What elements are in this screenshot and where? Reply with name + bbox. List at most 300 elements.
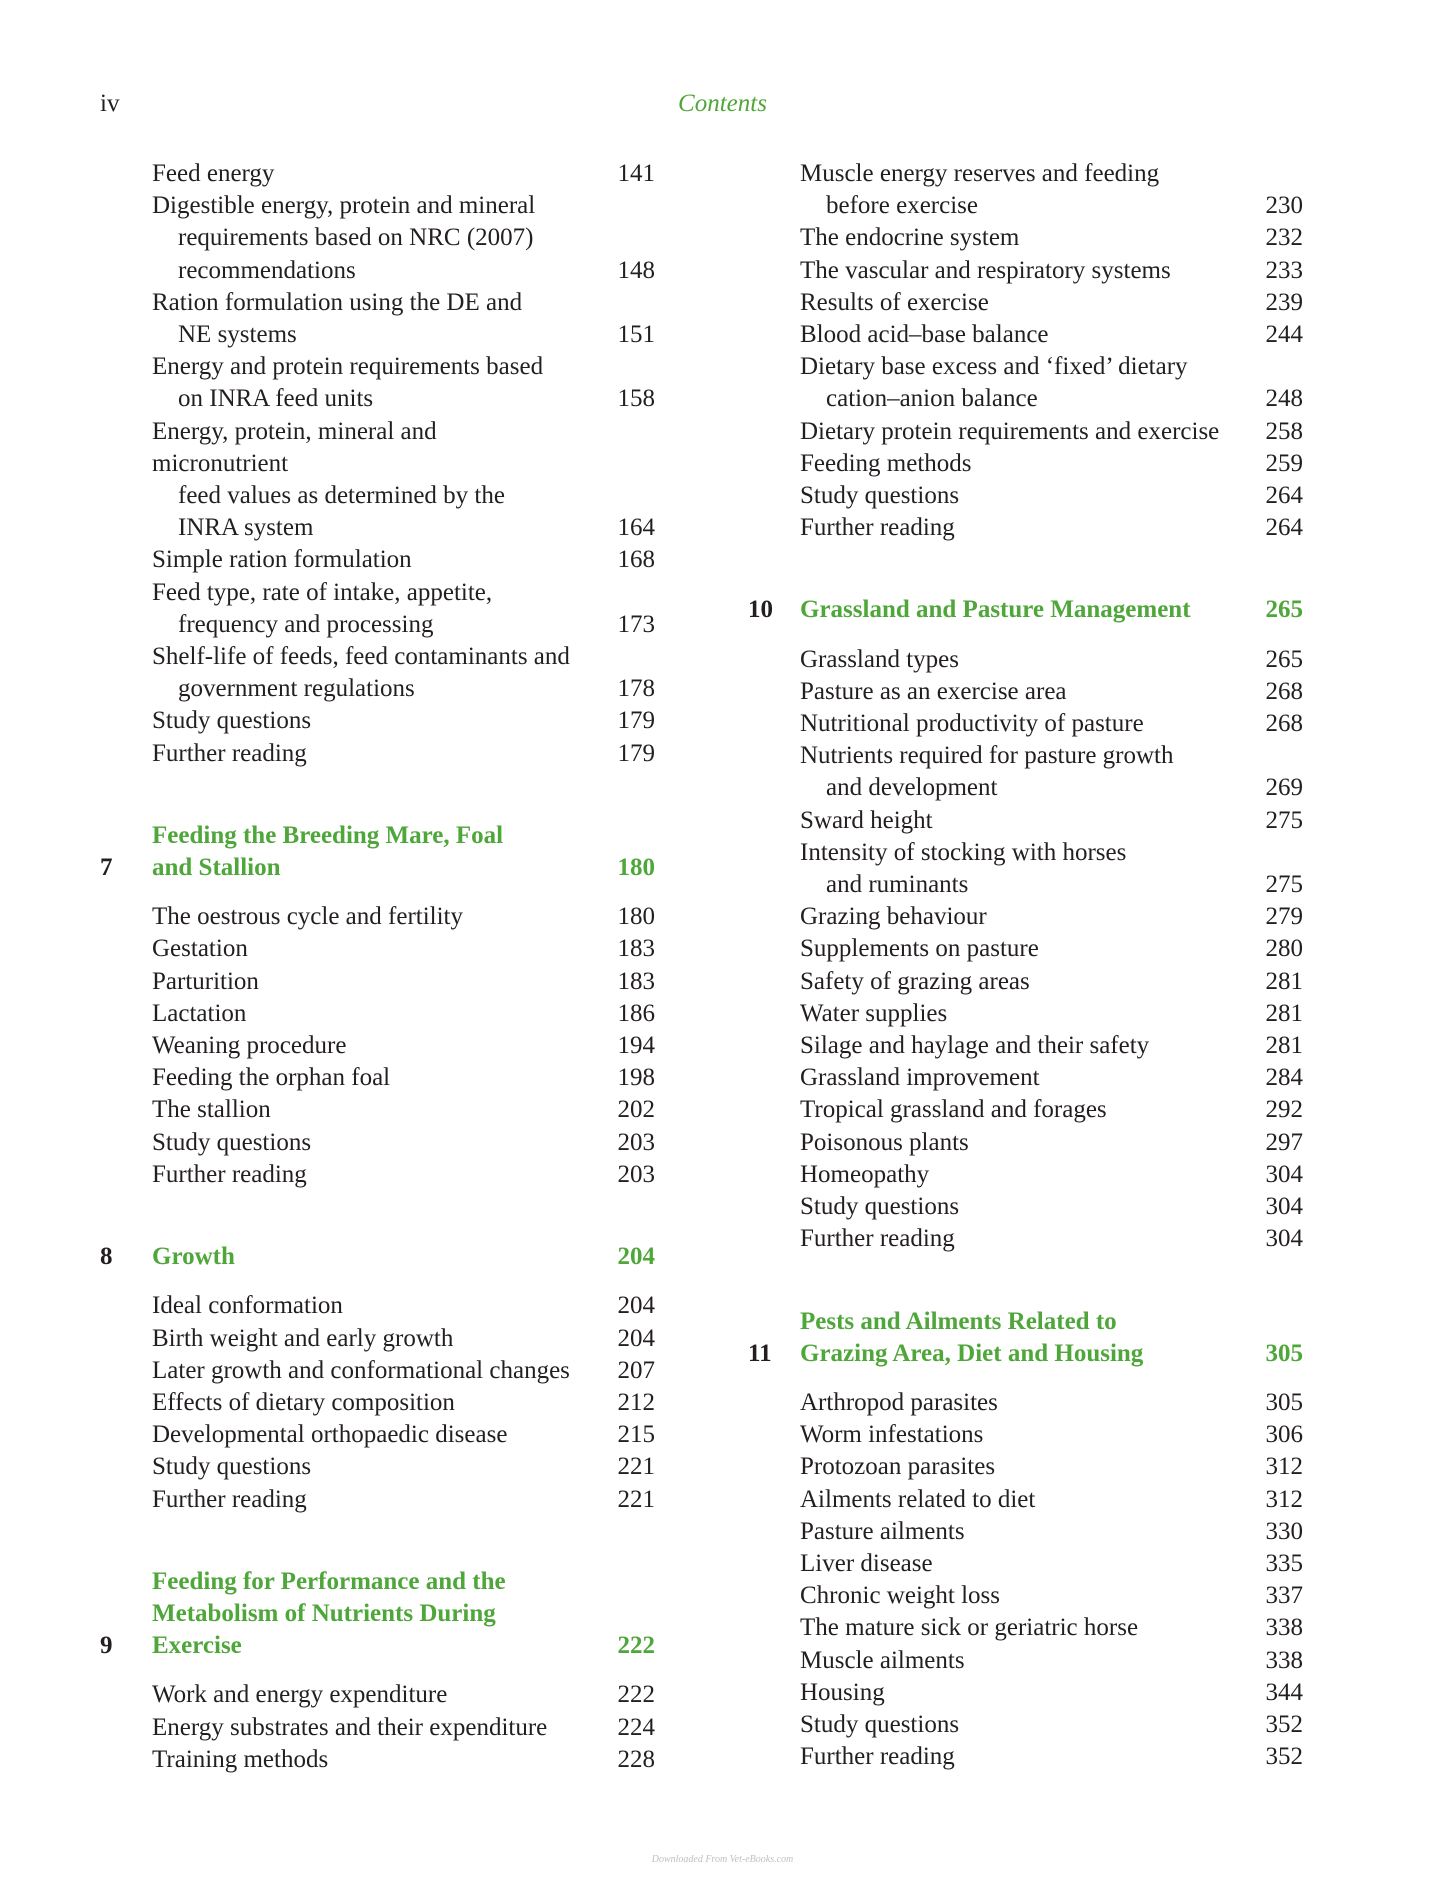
- entry-title: [748, 1677, 1223, 1709]
- toc-entry[interactable]: [100, 933, 655, 965]
- entry-title-line: Digestible energy, protein and mineral: [152, 192, 536, 220]
- toc-entry[interactable]: [100, 901, 655, 933]
- chapter-gap: [748, 1370, 1303, 1387]
- entry-title: [100, 705, 575, 737]
- toc-entry[interactable]: [748, 901, 1303, 933]
- section-gap: [748, 1256, 1303, 1306]
- entry-page: 198: [617, 1064, 655, 1092]
- entry-title-line: Nutrients required for pasture growth: [800, 742, 1174, 770]
- chapter-gap: [748, 627, 1303, 644]
- chapter-heading[interactable]: [100, 1241, 655, 1273]
- entry-page: 297: [1265, 1128, 1303, 1156]
- toc-entry[interactable]: [748, 1062, 1303, 1094]
- entry-title-line: recommendations: [178, 256, 356, 284]
- toc-entry[interactable]: [748, 676, 1303, 708]
- entry-title: [100, 738, 575, 770]
- toc-entry[interactable]: [100, 641, 655, 705]
- entry-title-line: Further reading: [152, 1160, 307, 1188]
- entry-title: [100, 1323, 575, 1355]
- entry-title-line: feed values as determined by the: [178, 482, 505, 510]
- entry-page: 194: [617, 1032, 655, 1060]
- entry-page: 264: [1265, 514, 1303, 542]
- entry-page: 232: [1265, 224, 1303, 252]
- entry-title-line: Sward height: [800, 806, 933, 834]
- entry-page: 215: [617, 1421, 655, 1449]
- entry-title-line: Housing: [800, 1678, 885, 1706]
- entry-title-line: and ruminants: [826, 871, 969, 899]
- entry-title: [100, 1290, 575, 1322]
- toc-entry[interactable]: [100, 738, 655, 770]
- toc-entry[interactable]: [748, 1612, 1303, 1644]
- toc-entry[interactable]: [748, 1127, 1303, 1159]
- entry-title-line: Feeding methods: [800, 449, 972, 477]
- entry-page: 221: [617, 1453, 655, 1481]
- toc-entry[interactable]: [748, 1741, 1303, 1773]
- entry-page: 183: [617, 935, 655, 963]
- entry-title-line: Lactation: [152, 999, 247, 1027]
- toc-entry[interactable]: [100, 1094, 655, 1126]
- entry-title: [748, 1159, 1223, 1191]
- toc-entry[interactable]: [748, 644, 1303, 676]
- entry-page: 186: [617, 999, 655, 1027]
- section-gap: [100, 770, 655, 820]
- toc-entry[interactable]: [748, 1645, 1303, 1677]
- entry-page: 268: [1265, 710, 1303, 738]
- footer-watermark: Downloaded From Vet-eBooks.com: [651, 1854, 794, 1865]
- entry-title-line: The stallion: [152, 1096, 271, 1124]
- entry-page: 202: [617, 1096, 655, 1124]
- entry-page: 292: [1265, 1096, 1303, 1124]
- toc-entry[interactable]: [748, 448, 1303, 480]
- entry-title: [100, 1744, 575, 1776]
- chapter-heading[interactable]: [748, 1306, 1303, 1370]
- toc-entry[interactable]: [100, 158, 655, 190]
- entry-title: [748, 1548, 1223, 1580]
- toc-entry[interactable]: [748, 1030, 1303, 1062]
- toc-entry[interactable]: [100, 1323, 655, 1355]
- chapter-title: [152, 820, 575, 884]
- entry-page: 204: [617, 1292, 655, 1320]
- section-gap: [100, 1191, 655, 1241]
- entry-page: 305: [1265, 1388, 1303, 1416]
- entry-title: [748, 933, 1223, 965]
- entry-title: [100, 1712, 575, 1744]
- entry-title-line: Further reading: [152, 739, 307, 767]
- entry-title: [100, 1387, 575, 1419]
- entry-page: 281: [1265, 1032, 1303, 1060]
- toc-entry[interactable]: [100, 1290, 655, 1322]
- entry-page: 180: [617, 903, 655, 931]
- toc-entry[interactable]: [748, 1709, 1303, 1741]
- entry-page: 281: [1265, 967, 1303, 995]
- entry-title-line: Gestation: [152, 935, 248, 963]
- chapter-heading[interactable]: [100, 1566, 655, 1663]
- toc-entry[interactable]: [100, 416, 655, 545]
- entry-page: 337: [1265, 1582, 1303, 1610]
- entry-title-line: Tropical grassland and forages: [800, 1096, 1107, 1124]
- entry-page: 151: [617, 321, 655, 349]
- entry-title-line: Further reading: [152, 1485, 307, 1513]
- entry-title: [100, 577, 575, 641]
- toc-entry[interactable]: [100, 1419, 655, 1451]
- entry-page: 222: [617, 1681, 655, 1709]
- toc-entry[interactable]: [100, 351, 655, 415]
- entry-title: [748, 1223, 1223, 1255]
- toc-entry[interactable]: [748, 351, 1303, 415]
- entry-title: [748, 480, 1223, 512]
- entry-title-line: Study questions: [152, 1128, 312, 1156]
- toc-entry[interactable]: [748, 805, 1303, 837]
- toc-entry[interactable]: [100, 705, 655, 737]
- toc-entry[interactable]: [748, 740, 1303, 804]
- chapter-heading[interactable]: [748, 594, 1303, 626]
- entry-title-line: Further reading: [800, 1225, 955, 1253]
- entry-page: 233: [1265, 256, 1303, 284]
- entry-title: [748, 1741, 1223, 1773]
- toc-entry[interactable]: [748, 1419, 1303, 1451]
- entry-page: 269: [1265, 774, 1303, 802]
- entry-page: 221: [617, 1485, 655, 1513]
- entry-title-line: Silage and haylage and their safety: [800, 1032, 1150, 1060]
- entry-title-line: Poisonous plants: [800, 1128, 969, 1156]
- entry-title: [100, 190, 575, 287]
- entry-page: 312: [1265, 1453, 1303, 1481]
- toc-entry[interactable]: [100, 1062, 655, 1094]
- entry-title-line: and development: [826, 774, 998, 802]
- entry-page: 239: [1265, 288, 1303, 316]
- entry-title-line: Muscle ailments: [800, 1646, 965, 1674]
- entry-page: 338: [1265, 1614, 1303, 1642]
- entry-title: [748, 1387, 1223, 1419]
- entry-title: [100, 1679, 575, 1711]
- entry-title-line: cation–anion balance: [826, 385, 1038, 413]
- entry-title-line: Ideal conformation: [152, 1292, 343, 1320]
- toc-entry[interactable]: [100, 1387, 655, 1419]
- entry-title: [748, 740, 1223, 804]
- entry-title: [100, 998, 575, 1030]
- toc-entry[interactable]: [748, 158, 1303, 222]
- toc-entry[interactable]: [100, 1712, 655, 1744]
- entry-page: 259: [1265, 449, 1303, 477]
- entry-page: 338: [1265, 1646, 1303, 1674]
- entry-page: 204: [617, 1324, 655, 1352]
- entry-title-line: Feeding the orphan foal: [152, 1064, 391, 1092]
- entry-page: 352: [1265, 1743, 1303, 1771]
- entry-page: 344: [1265, 1678, 1303, 1706]
- entry-title-line: Supplements on pasture: [800, 935, 1039, 963]
- chapter-page: 305: [1265, 1339, 1303, 1367]
- toc-entry[interactable]: [748, 255, 1303, 287]
- chapter-title-line: and Stallion: [152, 854, 281, 882]
- toc-entry[interactable]: [100, 1451, 655, 1483]
- toc-entry[interactable]: [100, 1127, 655, 1159]
- chapter-title-line: Growth: [152, 1243, 235, 1271]
- chapter-title: [152, 1241, 575, 1273]
- entry-page: 224: [617, 1713, 655, 1741]
- entry-title-line: Safety of grazing areas: [800, 967, 1030, 995]
- entry-title-line: Ailments related to diet: [800, 1485, 1036, 1513]
- entry-title-line: Energy substrates and their expenditure: [152, 1713, 548, 1741]
- entry-page: 178: [617, 675, 655, 703]
- entry-title-line: Dietary protein requirements and exercise: [800, 417, 1220, 445]
- chapter-title-line: Metabolism of Nutrients During Exercise: [152, 1599, 496, 1660]
- entry-title: [748, 1451, 1223, 1483]
- entry-title-line: Weaning procedure: [152, 1032, 347, 1060]
- toc-left-column: [100, 158, 655, 1776]
- entry-title: [100, 1484, 575, 1516]
- entry-title-line: Muscle energy reserves and feeding: [800, 160, 1160, 187]
- entry-page: 275: [1265, 871, 1303, 899]
- entry-title: [100, 1159, 575, 1191]
- chapter-page: 222: [617, 1632, 655, 1660]
- entry-title-line: Study questions: [800, 1710, 960, 1738]
- toc-entry[interactable]: [748, 1580, 1303, 1612]
- entry-title: [748, 805, 1223, 837]
- entry-page: 212: [617, 1388, 655, 1416]
- toc-entry[interactable]: [748, 966, 1303, 998]
- toc-entry[interactable]: [748, 287, 1303, 319]
- chapter-title-line: Grazing Area, Diet and Housing: [800, 1339, 1144, 1367]
- entry-page: 203: [617, 1160, 655, 1188]
- entry-title-line: Grassland improvement: [800, 1064, 1040, 1092]
- toc-entry[interactable]: [748, 1451, 1303, 1483]
- toc-entry[interactable]: [100, 1159, 655, 1191]
- entry-title: [748, 901, 1223, 933]
- entry-title-line: Arthropod parasites: [800, 1388, 998, 1416]
- entry-title: [748, 1030, 1223, 1062]
- toc-entry[interactable]: [748, 1191, 1303, 1223]
- entry-title: [748, 1419, 1223, 1451]
- chapter-number: 11: [748, 1339, 772, 1367]
- entry-title: [748, 351, 1223, 415]
- entry-title-line: The vascular and respiratory systems: [800, 256, 1171, 284]
- entry-title-line: NE systems: [178, 321, 297, 349]
- entry-title: [748, 1191, 1223, 1223]
- entry-title-line: Simple ration formulation: [152, 546, 412, 574]
- entry-title: [748, 1484, 1223, 1516]
- toc-entry[interactable]: [100, 577, 655, 641]
- entry-page: 228: [617, 1745, 655, 1773]
- section-gap: [748, 544, 1303, 594]
- entry-page: 183: [617, 967, 655, 995]
- entry-title-line: Results of exercise: [800, 288, 989, 316]
- entry-title: [100, 287, 575, 351]
- toc-entry[interactable]: [748, 1159, 1303, 1191]
- entry-title-line: Intensity of stocking with horses: [800, 838, 1127, 866]
- entry-title-line: Water supplies: [800, 999, 948, 1027]
- toc-entry[interactable]: [748, 416, 1303, 448]
- entry-title-line: The mature sick or geriatric horse: [800, 1614, 1139, 1642]
- toc-entry[interactable]: [748, 1223, 1303, 1255]
- entry-title-line: Shelf-life of feeds, feed contaminants and: [152, 643, 570, 671]
- entry-title-line: on INRA feed units: [178, 385, 374, 413]
- entry-title-line: The endocrine system: [800, 224, 1020, 252]
- entry-title: [100, 933, 575, 965]
- entry-title-line: Study questions: [800, 482, 960, 510]
- entry-page: 207: [617, 1356, 655, 1384]
- entry-title: [748, 416, 1223, 448]
- toc-entry[interactable]: [748, 512, 1303, 544]
- chapter-heading[interactable]: [100, 820, 655, 884]
- entry-title: [100, 351, 575, 415]
- entry-title: [100, 1355, 575, 1387]
- entry-title: [748, 512, 1223, 544]
- chapter-number: 10: [748, 596, 773, 624]
- entry-page: 248: [1265, 385, 1303, 413]
- entry-title: [100, 966, 575, 998]
- entry-title-line: Later growth and conformational changes: [152, 1356, 570, 1384]
- entry-page: 306: [1265, 1421, 1303, 1449]
- toc-entry[interactable]: [748, 837, 1303, 901]
- chapter-page: 265: [1265, 596, 1303, 624]
- entry-title: [748, 319, 1223, 351]
- entry-title: [100, 158, 575, 190]
- entry-title: [100, 544, 575, 576]
- entry-title-line: Chronic weight loss: [800, 1582, 1000, 1610]
- entry-title-line: Nutritional productivity of pasture: [800, 710, 1144, 738]
- entry-page: 330: [1265, 1517, 1303, 1545]
- toc-entry[interactable]: [748, 480, 1303, 512]
- entry-page: 304: [1265, 1160, 1303, 1188]
- entry-title-line: Parturition: [152, 967, 259, 995]
- entry-title: [100, 1451, 575, 1483]
- chapter-title-line: Grassland and Pasture Management: [800, 596, 1191, 624]
- entry-page: 164: [617, 514, 655, 542]
- toc-entry[interactable]: [748, 1094, 1303, 1126]
- entry-title-line: Dietary base excess and ‘fixed’ dietary: [800, 353, 1188, 381]
- entry-page: 168: [617, 546, 655, 574]
- entry-title-line: Further reading: [800, 1743, 955, 1771]
- entry-title: [100, 416, 575, 545]
- chapter-title: [800, 594, 1223, 626]
- entry-title: [748, 1127, 1223, 1159]
- entry-page: 203: [617, 1128, 655, 1156]
- entry-title: [748, 448, 1223, 480]
- chapter-title: [152, 1566, 575, 1663]
- entry-title: [748, 158, 1223, 222]
- toc-entry[interactable]: [100, 966, 655, 998]
- toc-entry[interactable]: [100, 1030, 655, 1062]
- entry-title-line: Feed energy: [152, 160, 275, 187]
- entry-title: [748, 1580, 1223, 1612]
- toc-entry[interactable]: [100, 1744, 655, 1776]
- entry-page: 352: [1265, 1710, 1303, 1738]
- entry-title: [748, 1645, 1223, 1677]
- toc-entry[interactable]: [100, 287, 655, 351]
- entry-page: 230: [1265, 192, 1303, 220]
- entry-title: [748, 966, 1223, 998]
- toc-entry[interactable]: [748, 1387, 1303, 1419]
- entry-title-line: Birth weight and early growth: [152, 1324, 454, 1352]
- toc-entry[interactable]: [748, 1677, 1303, 1709]
- entry-title: [748, 255, 1223, 287]
- entry-title: [748, 1709, 1223, 1741]
- entry-page: 275: [1265, 806, 1303, 834]
- toc-entry[interactable]: [100, 544, 655, 576]
- entry-page: 304: [1265, 1225, 1303, 1253]
- entry-page: 179: [617, 707, 655, 735]
- entry-title-line: Energy, protein, mineral and micronutrient: [152, 417, 437, 477]
- entry-title-line: Blood acid–base balance: [800, 321, 1049, 349]
- entry-page: 265: [1265, 645, 1303, 673]
- toc-entry[interactable]: [100, 1484, 655, 1516]
- entry-title-line: Study questions: [152, 707, 312, 735]
- toc-entry[interactable]: [100, 190, 655, 287]
- entry-title: [748, 287, 1223, 319]
- toc-entry[interactable]: [748, 1548, 1303, 1580]
- entry-page: 279: [1265, 903, 1303, 931]
- chapter-number: 7: [100, 854, 113, 882]
- entry-title: [748, 676, 1223, 708]
- entry-title-line: Further reading: [800, 514, 955, 542]
- toc-entry[interactable]: [748, 1516, 1303, 1548]
- entry-title-line: Pasture as an exercise area: [800, 677, 1067, 705]
- entry-title: [100, 641, 575, 705]
- entry-title-line: Effects of dietary composition: [152, 1388, 455, 1416]
- chapter-gap: [100, 884, 655, 901]
- entry-page: 284: [1265, 1064, 1303, 1092]
- entry-title: [100, 1419, 575, 1451]
- entry-title-line: requirements based on NRC (2007): [178, 224, 534, 252]
- toc-entry[interactable]: [100, 1355, 655, 1387]
- toc-entry[interactable]: [748, 319, 1303, 351]
- entry-title-line: government regulations: [178, 675, 415, 703]
- toc-entry[interactable]: [748, 222, 1303, 254]
- entry-page: 335: [1265, 1549, 1303, 1577]
- entry-page: 268: [1265, 677, 1303, 705]
- chapter-page: 180: [617, 854, 655, 882]
- entry-title-line: Energy and protein requirements based: [152, 353, 544, 381]
- entry-page: 281: [1265, 999, 1303, 1027]
- entry-title: [748, 998, 1223, 1030]
- entry-title: [748, 1094, 1223, 1126]
- entry-title-line: Developmental orthopaedic disease: [152, 1421, 508, 1449]
- entry-title-line: Training methods: [152, 1745, 329, 1773]
- chapter-title-line: Feeding the Breeding Mare, Foal: [152, 821, 504, 849]
- toc-entry[interactable]: [748, 1484, 1303, 1516]
- entry-title: [100, 1030, 575, 1062]
- entry-title-line: Grazing behaviour: [800, 903, 987, 931]
- entry-page: 179: [617, 739, 655, 767]
- toc-entry[interactable]: [748, 998, 1303, 1030]
- chapter-gap: [100, 1662, 655, 1679]
- entry-title: [748, 644, 1223, 676]
- toc-entry[interactable]: [748, 933, 1303, 965]
- entry-page: 312: [1265, 1485, 1303, 1513]
- chapter-title-line: Pests and Ailments Related to: [800, 1307, 1117, 1335]
- chapter-number: 9: [100, 1632, 113, 1660]
- toc-right-column: [748, 158, 1303, 1773]
- entry-title-line: Feed type, rate of intake, appetite,: [152, 578, 493, 606]
- page-number: iv: [100, 90, 120, 117]
- entry-page: 264: [1265, 482, 1303, 510]
- chapter-title: [800, 1306, 1223, 1370]
- toc-entry[interactable]: [100, 1679, 655, 1711]
- entry-page: 244: [1265, 321, 1303, 349]
- entry-title: [748, 1516, 1223, 1548]
- running-title: Contents: [678, 90, 767, 117]
- chapter-page: 204: [617, 1243, 655, 1271]
- toc-entry[interactable]: [100, 998, 655, 1030]
- entry-title-line: The oestrous cycle and fertility: [152, 903, 463, 931]
- toc-entry[interactable]: [748, 708, 1303, 740]
- chapter-number: 8: [100, 1243, 113, 1271]
- entry-title: [748, 708, 1223, 740]
- entry-title-line: Study questions: [800, 1193, 960, 1221]
- entry-title: [100, 1094, 575, 1126]
- chapter-gap: [100, 1273, 655, 1290]
- entry-title-line: frequency and processing: [178, 610, 434, 638]
